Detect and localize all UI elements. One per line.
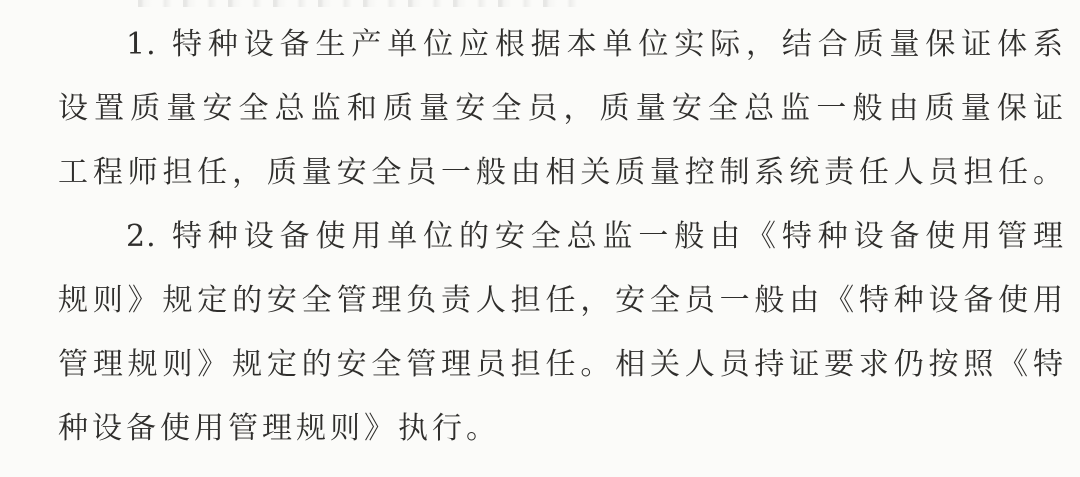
paragraph-2: [58, 205, 1064, 461]
text-line: 设置质量安全总监和质量安全员，质量安全总监一般由质量保证: [58, 91, 1064, 126]
text-line: 种设备使用管理规则》执行。: [58, 411, 500, 446]
text-line: 管理规则》规定的安全管理员担任。相关人员持证要求仍按照《特: [58, 347, 1064, 382]
text-line: 工程师担任，质量安全员一般由相关质量控制系统责任人员担任。: [58, 155, 1064, 190]
text-line: 2. 特种设备使用单位的安全总监一般由《特种设备使用管理: [126, 219, 1064, 254]
cropped-text-remnant: [138, 0, 586, 7]
text-line: 规则》规定的安全管理负责人担任，安全员一般由《特种设备使用: [58, 283, 1064, 318]
document-body: [58, 13, 1064, 461]
text-line: 1. 特种设备生产单位应根据本单位实际，结合质量保证体系: [126, 27, 1064, 62]
paragraph-1: [58, 13, 1064, 205]
